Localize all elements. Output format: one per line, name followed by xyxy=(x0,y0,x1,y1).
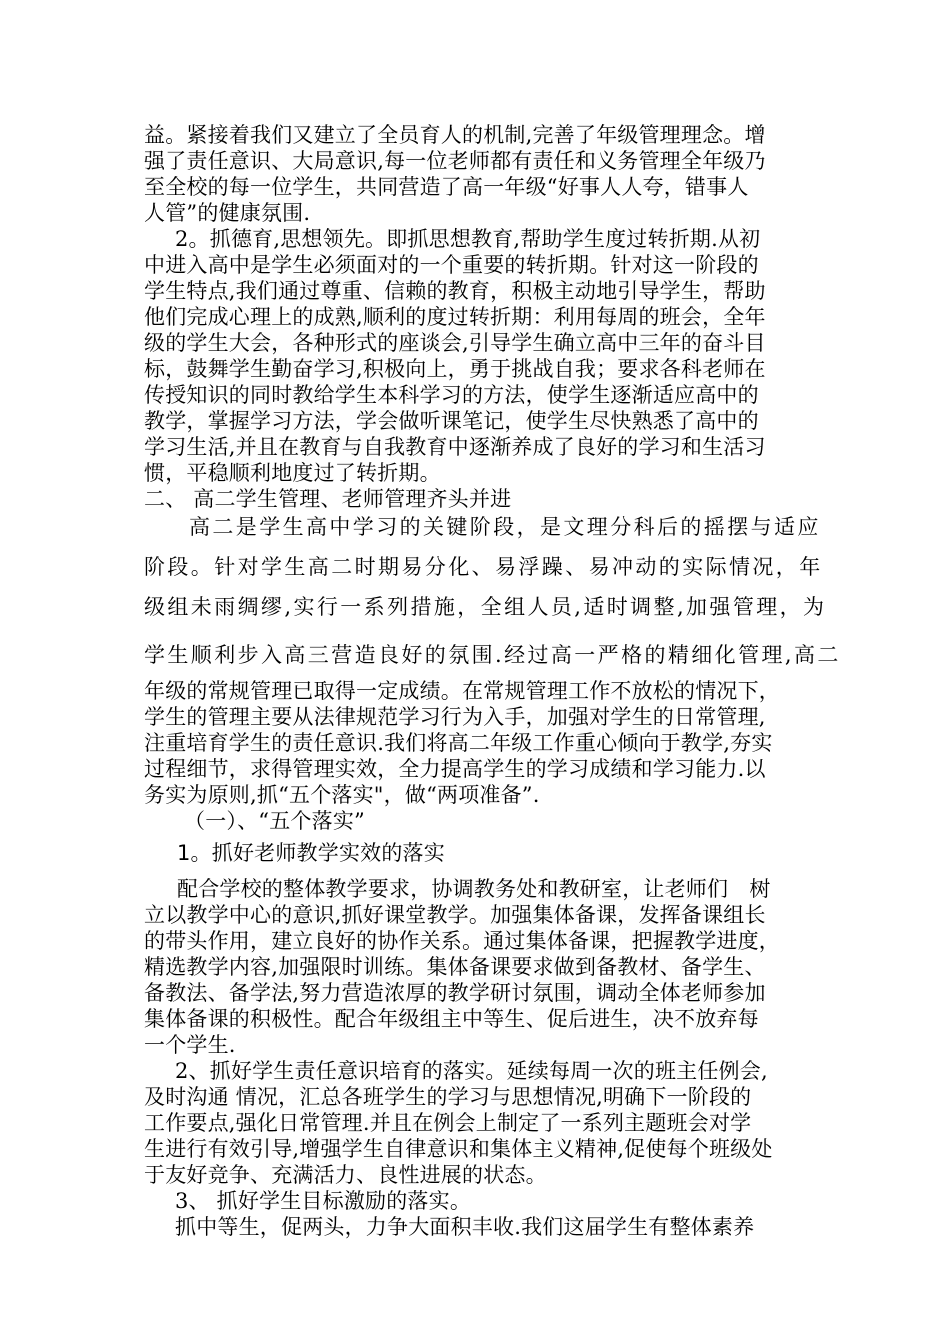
text-line: 过程细节，求得管理实效，全力提高学生的学习成绩和学习能力.以 xyxy=(144,757,766,781)
text-line: 教学，掌握学习方法，学会做听课笔记，使学生尽快熟悉了高中的 xyxy=(144,409,759,433)
text-line: 标，鼓舞学生勤奋学习,积极向上，勇于挑战自我；要求各科老师在 xyxy=(144,357,766,381)
text-line: 于友好竞争、充满活力、良性进展的状态。 xyxy=(144,1163,547,1187)
text-line: 立以教学中心的意识,抓好课堂教学。加强集体备课，发挥备课组长 xyxy=(144,903,766,927)
text-line: 生进行有效引导,增强学生自律意识和集体主义精神,促使每个班级处 xyxy=(144,1137,773,1161)
text-line: 备教法、备学法,努力营造浓厚的教学研讨氛围，调动全体老师参加 xyxy=(144,981,766,1005)
text-line: 学生顺利步入高三营造良好的氛围.经过高一严格的精细化管理,高二 xyxy=(144,643,841,667)
text-line: 高二是学生高中学习的关键阶段，是文理分科后的摇摆与适应 xyxy=(189,515,821,539)
text-line: 及时沟通 情况，汇总各班学生的学习与思想情况,明确下一阶段的 xyxy=(144,1085,752,1109)
text-line: 2、抓好学生责任意识培育的落实。延续每周一次的班主任例会, xyxy=(175,1059,768,1083)
text-line: 中进入高中是学生必须面对的一个重要的转折期。针对这一阶段的 xyxy=(144,253,759,277)
text-line: 年级的常规管理已取得一定成绩。在常规管理工作不放松的情况下， xyxy=(144,679,780,703)
subsection-heading: 1。抓好老师教学实效的落实 xyxy=(177,841,445,865)
text-line: 集体备课的积极性。配合年级组主中等生、促后进生，决不放弃每 xyxy=(144,1007,759,1031)
text-line: 学习生活,并且在教育与自我教育中逐渐养成了良好的学习和生活习 xyxy=(144,435,766,459)
section-heading: 二、 高二学生管理、老师管理齐头并进 xyxy=(144,487,512,511)
text-line: 3、 抓好学生目标激励的落实。 xyxy=(175,1189,472,1213)
text-line: 注重培育学生的责任意识.我们将高二年级工作重心倾向于教学,夯实 xyxy=(144,731,773,755)
text-line: 抓中等生，促两头，力争大面积丰收.我们这届学生有整体素养 xyxy=(175,1215,755,1239)
text-line: 工作要点,强化日常管理.并且在例会上制定了一系列主题班会对学 xyxy=(144,1111,752,1135)
text-line: 2。抓德育,思想领先。即抓思想教育,帮助学生度过转折期.从初 xyxy=(175,227,761,251)
text-line: 的带头作用，建立良好的协作关系。通过集体备课，把握教学进度， xyxy=(144,929,780,953)
text-line: 益。紧接着我们又建立了全员育人的机制,完善了年级管理理念。增 xyxy=(144,123,766,147)
text-line: 级组未雨绸缪,实行一系列措施，全组人员,适时调整,加强管理，为 xyxy=(144,595,827,619)
text-line: 人管”的健康氛围. xyxy=(144,201,311,225)
text-line: 务实为原则,抓“五个落实"，做“两项准备”. xyxy=(144,783,540,807)
text-line: 学生的管理主要从法律规范学习行为入手，加强对学生的日常管理, xyxy=(144,705,766,729)
text-line: 强了责任意识、大局意识,每一位老师都有责任和义务管理全年级乃 xyxy=(144,149,766,173)
text-line: 传授知识的同时教给学生本科学习的方法，使学生逐渐适应高中的 xyxy=(144,383,759,407)
text-line: 阶段。针对学生高二时期易分化、易浮躁、易冲动的实际情况，年 xyxy=(144,555,823,579)
text-line: 配合学校的整体教学要求，协调教务处和教研室，让老师们 树 xyxy=(177,877,771,901)
text-line: 惯，平稳顺利地度过了转折期。 xyxy=(144,461,441,485)
subsection-heading: （一）、“五个落实” xyxy=(184,809,365,833)
text-line: 学生特点,我们通过尊重、信赖的教育，积极主动地引导学生，帮助 xyxy=(144,279,766,303)
text-line: 级的学生大会，各种形式的座谈会,引导学生确立高中三年的奋斗目 xyxy=(144,331,766,355)
text-line: 精选教学内容,加强限时训练。集体备课要求做到备教材、备学生、 xyxy=(144,955,766,979)
text-line: 一个学生. xyxy=(144,1033,236,1057)
text-line: 他们完成心理上的成熟,顺利的度过转折期：利用每周的班会，全年 xyxy=(144,305,766,329)
text-line: 至全校的每一位学生，共同营造了高一年级“好事人人夸，错事人 xyxy=(144,175,749,199)
